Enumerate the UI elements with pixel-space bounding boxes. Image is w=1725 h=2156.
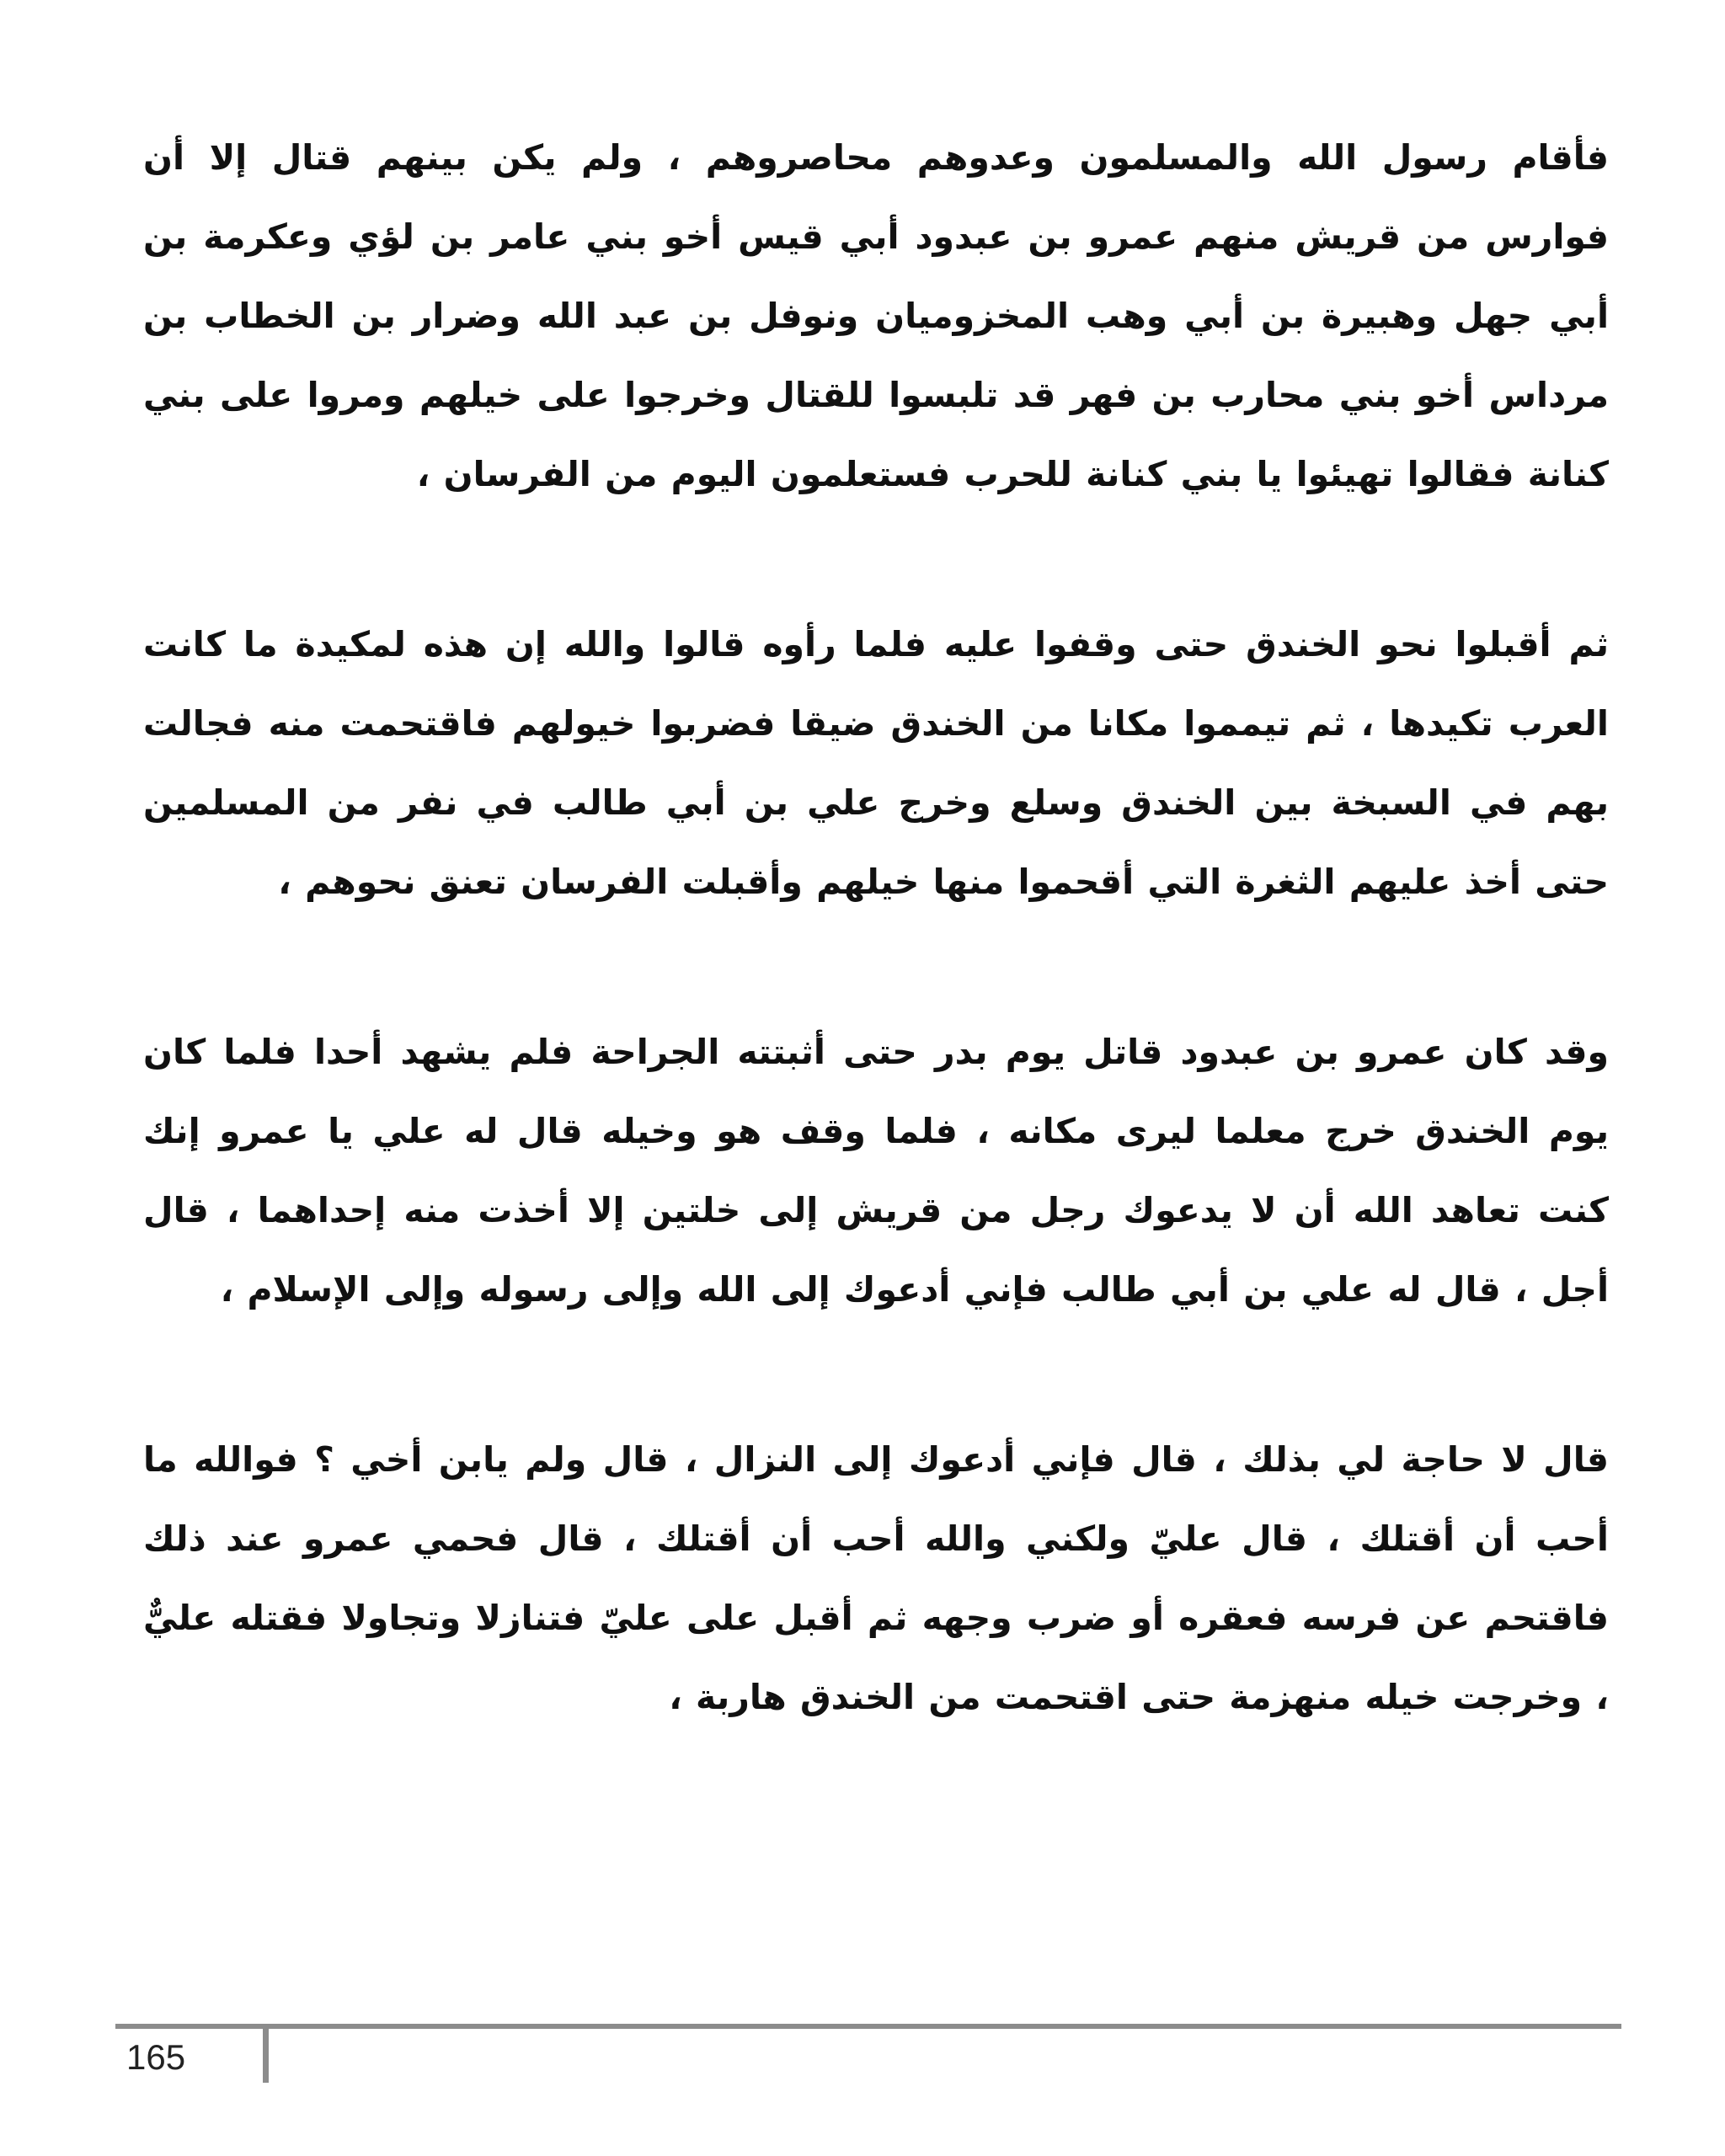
footer-divider (115, 2024, 1621, 2029)
paragraph-4: قال لا حاجة لي بذلك ، قال فإني أدعوك إلى النزال ، قال ولم يابن أخي ؟ فوالله ما أحب أن أقتلك ، قال عليّ ولكني والله أحب أن أقتلك ، قال فحمي عمرو عند ذلك فاقتحم عن فرسه فعقره أو ضرب وجهه ثم أقبل على عليّ فتنازلا وتجاولا فقتله عليٌّ ، وخرجت خيله منهزمة حتى اقتحمت من الخندق هاربة ، (143, 1439, 1609, 1717)
paragraph-3: وقد كان عمرو بن عبدود قاتل يوم بدر حتى أثبتته الجراحة فلم يشهد أحدا فلما كان يوم الخندق خرج معلما ليرى مكانه ، فلما وقف هو وخيله قال له علي يا عمرو إنك كنت تعاهد الله أن لا يدعوك رجل من قريش إلى خلتين إلا أخذت منه إحداهما ، قال أجل ، قال له علي بن أبي طالب فإني أدعوك إلى الله وإلى رسوله وإلى الإسلام ، (143, 1032, 1609, 1310)
page-number: 165 (126, 2037, 186, 2077)
body-text (143, 118, 1609, 1828)
paragraph-1: فأقام رسول الله والمسلمون وعدوهم محاصروهم ، ولم يكن بينهم قتال إلا أن فوارس من قريش منهم عمرو بن عبدود أبي قيس أخو بني عامر بن لؤي وعكرمة بن أبي جهل وهبيرة بن أبي وهب المخزوميان ونوفل بن عبد الله وضرار بن الخطاب بن مرداس أخو بني محارب بن فهر قد تلبسوا للقتال وخرجوا على خيلهم ومروا على بني كنانة فقالوا تهيئوا يا بني كنانة للحرب فستعلمون اليوم من الفرسان ، (143, 137, 1609, 494)
footer-separator-tick (263, 2024, 269, 2083)
paragraph-2: ثم أقبلوا نحو الخندق حتى وقفوا عليه فلما رأوه قالوا والله إن هذه لمكيدة ما كانت العرب تكيدها ، ثم تيمموا مكانا من الخندق ضيقا فضربوا خيولهم فاقتحمت منه فجالت بهم في السبخة بين الخندق وسلع وخرج علي بن أبي طالب في نفر من المسلمين حتى أخذ عليهم الثغرة التي أقحموا منها خيلهم وأقبلت الفرسان تعنق نحوهم ، (143, 624, 1609, 902)
